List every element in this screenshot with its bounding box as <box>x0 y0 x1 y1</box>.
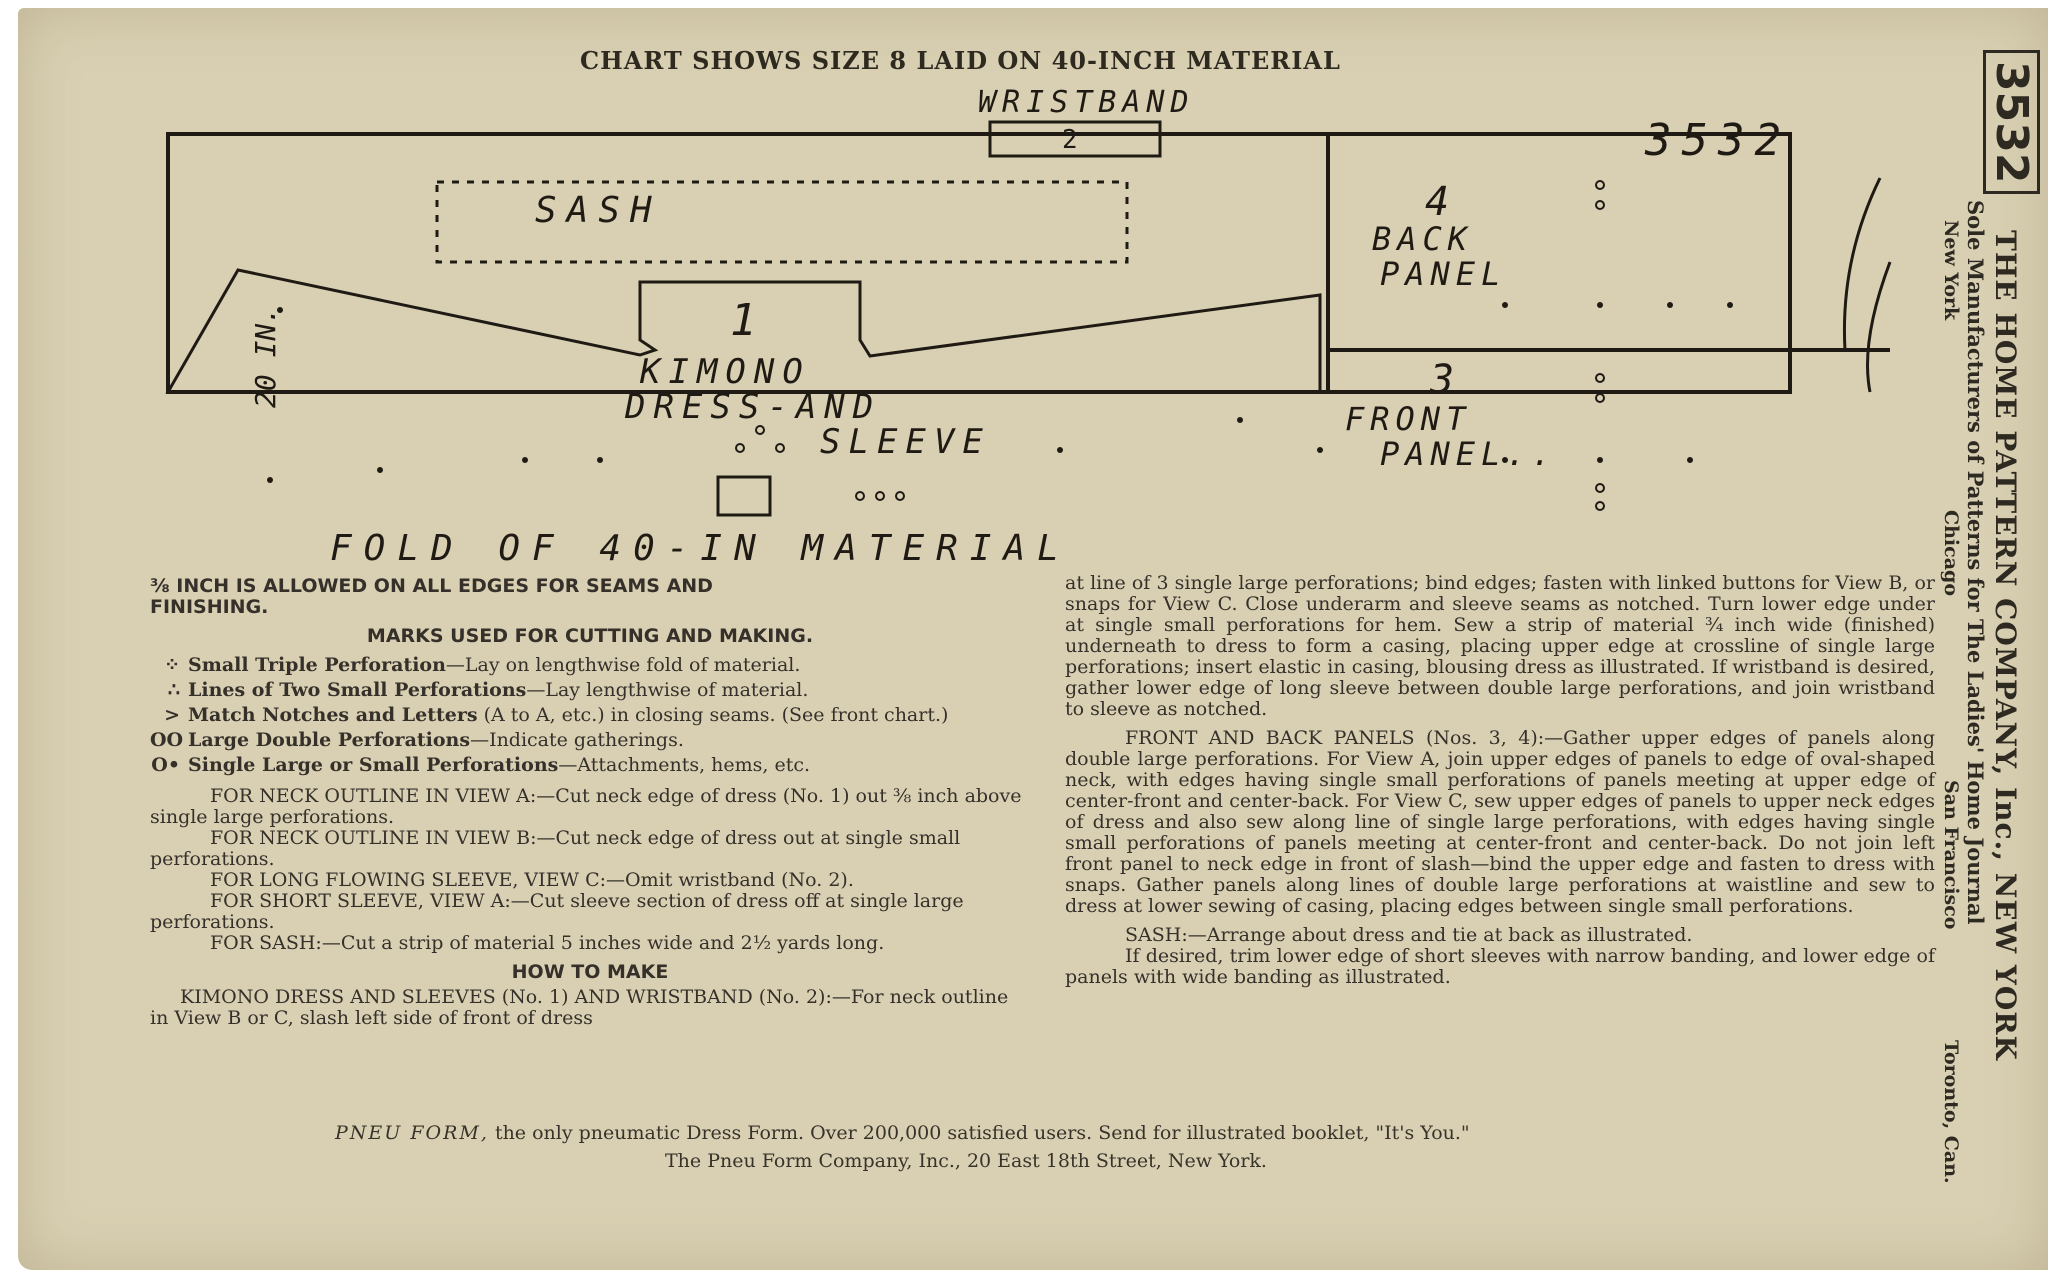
marks-heading: MARKS USED FOR CUTTING AND MAKING. <box>366 625 814 647</box>
panels-instructions: FRONT AND BACK PANELS (Nos. 3, 4):—Gather upper edges of panels along double large perforations. For View A, join upper edges of panels to edge of oval-shaped neck, with edges having single small perforations of panels meeting at upper edge of center-front and center-back. For View C, sew upper edges of panels to upper neck edges of dress and also sew along line of single large perforations, with edges having single small perforations of panels meeting at center-front and center-back. Do not join left front panel to neck edge in front of slash—bind the upper edge and fasten to dress with snaps. Gather panels along lines of double large perforations at waistline and sew to dress at lower sewing of casing, placing edges between single small perforations. <box>1065 727 1935 917</box>
piece1-number: 1 <box>730 295 757 346</box>
piece1-line2: DRESS-AND <box>625 387 882 427</box>
front-panel-curve <box>1868 262 1891 392</box>
piece4-line1: BACK <box>1372 220 1474 258</box>
piece4-number: 4 <box>1425 179 1450 225</box>
instruction-sash: FOR SASH:—Cut a strip of material 5 inches wide and 2½ yards long. <box>210 932 885 954</box>
two-small-perforations-icon: ∴ <box>167 679 180 701</box>
piece3-line2: PANEL.. <box>1380 435 1557 473</box>
side-subtitle: Sole Manufacturers of Patterns for The Ladies' Home Journal <box>1963 200 1988 925</box>
neck-slit <box>718 477 770 515</box>
notch-icon: > <box>164 704 180 726</box>
side-city-new-york: New York <box>1940 220 1962 321</box>
how-to-make-heading: HOW TO MAKE <box>511 961 669 983</box>
mark-row <box>150 655 1030 676</box>
mark-row <box>150 730 1030 751</box>
footer-ad <box>335 1122 1470 1144</box>
dress-instructions-continued: at line of 3 single large perforations; bind edges; fasten with linked buttons for View B, or snaps for View C. Close underarm and sleeve seams as notched. Turn lower edge under at single small perforations for hem. Sew a strip of material ¾ inch wide (finished) underneath to dress to form a casing, placing upper edge at crossline of single large perforations; insert elastic in casing, blousing dress as illustrated. If wristband is desired, gather lower edge of long sleeve between double large perforations, and join wristband to sleeve as notched. <box>1065 572 1935 720</box>
back-panel-curve <box>1844 178 1880 350</box>
mark-desc: —Indicate gatherings. <box>470 729 684 751</box>
banding-instructions: If desired, trim lower edge of short sleeves with narrow banding, and lower edge of panels with wide banding as illustrated. <box>1065 945 1935 988</box>
sash-label: SASH <box>535 190 662 231</box>
width-label: 20 IN. <box>249 306 282 408</box>
mark-name: Small Triple Perforation <box>188 654 446 676</box>
wristband-label: WRISTBAND <box>978 85 1195 120</box>
sash-instructions: SASH:—Arrange about dress and tie at back as illustrated. <box>1125 924 1693 946</box>
right-column <box>1065 573 1935 988</box>
instruction-short-sleeve: FOR SHORT SLEEVE, VIEW A:—Cut sleeve section of dress off at single large perforations. <box>150 890 964 933</box>
allowance-line2: FINISHING. <box>150 596 269 618</box>
side-pattern-number: 3532 <box>1983 50 2040 194</box>
piece3-line1: FRONT <box>1345 400 1472 438</box>
left-column <box>150 576 1030 1029</box>
mark-desc: —Lay on lengthwise fold of material. <box>445 654 801 676</box>
small-triple-perforation-icon: ⁘ <box>164 654 180 676</box>
piece4-line2: PANEL <box>1380 255 1507 293</box>
mark-desc: —Attachments, hems, etc. <box>558 754 811 776</box>
instruction-neck-a: FOR NECK OUTLINE IN VIEW A:—Cut neck edge of dress (No. 1) out ⅜ inch above single large perforations. <box>150 785 1022 828</box>
mark-desc: (A to A, etc.) in closing seams. (See front chart.) <box>477 704 949 726</box>
footer-line1: the only pneumatic Dress Form. Over 200,000 satisfied users. Send for illustrated booklet, "It's You." <box>494 1122 1470 1144</box>
large-double-perforations-icon: OO <box>150 729 184 751</box>
single-perforation-icon: O• <box>151 754 180 776</box>
side-city-chicago: Chicago <box>1940 510 1962 596</box>
mark-row <box>150 705 1030 726</box>
cutting-chart <box>0 0 2048 600</box>
mark-name: Single Large or Small Perforations <box>188 754 559 776</box>
chart-header: CHART SHOWS SIZE 8 LAID ON 40-INCH MATERIAL <box>580 46 1341 75</box>
mark-row <box>150 680 1030 701</box>
mark-desc: —Lay lengthwise of material. <box>526 679 809 701</box>
pattern-number-handwritten: 3532 <box>1645 115 1791 166</box>
footer-address: The Pneu Form Company, Inc., 20 East 18th Street, New York. <box>665 1150 1267 1172</box>
how-to-make-text: KIMONO DRESS AND SLEEVES (No. 1) AND WRISTBAND (No. 2):—For neck outline in View B or C, slash left side of front of dress <box>150 986 1009 1029</box>
side-city-san-francisco: San Francisco <box>1940 780 1962 930</box>
fold-label: FOLD OF 40-IN MATERIAL <box>330 528 1071 569</box>
pneu-form-brand: PNEU FORM, <box>335 1122 489 1144</box>
piece1-line3: SLEEVE <box>820 422 991 462</box>
allowance-line1: ⅜ INCH IS ALLOWED ON ALL EDGES FOR SEAMS AND <box>150 575 713 597</box>
side-city-toronto: Toronto, Can. <box>1940 1040 1962 1184</box>
piece3-number: 3 <box>1430 357 1455 403</box>
side-company-name: THE HOME PATTERN COMPANY, Inc., NEW YORK <box>1989 230 2022 1061</box>
wristband-number: 2 <box>1062 125 1078 155</box>
mark-name: Match Notches and Letters <box>188 704 478 726</box>
instruction-long-sleeve: FOR LONG FLOWING SLEEVE, VIEW C:—Omit wristband (No. 2). <box>210 869 854 891</box>
piece1-line1: KIMONO <box>640 352 811 392</box>
mark-row <box>150 755 1030 776</box>
instruction-neck-b: FOR NECK OUTLINE IN VIEW B:—Cut neck edge of dress out at single small perforations. <box>150 827 961 870</box>
mark-name: Large Double Perforations <box>188 729 471 751</box>
mark-name: Lines of Two Small Perforations <box>188 679 527 701</box>
